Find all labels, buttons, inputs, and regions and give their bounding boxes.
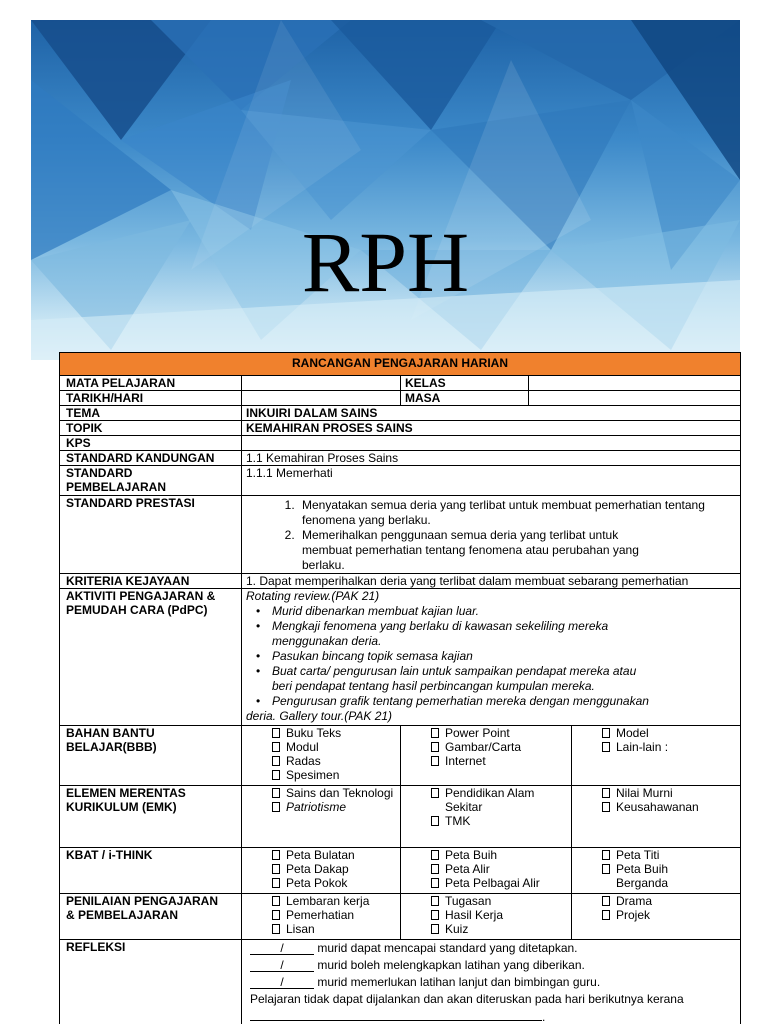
label-line: KURIKULUM (EMK): [66, 800, 177, 814]
row-topik: [60, 421, 741, 436]
option-label: Pemerhatian: [286, 908, 355, 922]
label-refleksi: REFLEKSI: [60, 940, 242, 1024]
option-label: Lisan: [286, 922, 315, 936]
checkbox-icon[interactable]: [272, 788, 280, 798]
checkbox-option[interactable]: [576, 908, 736, 922]
label-line: PEMBELAJARAN: [66, 480, 167, 494]
checkbox-option[interactable]: [246, 908, 396, 922]
checkbox-icon[interactable]: [272, 728, 280, 738]
label-line: AKTIVITI PENGAJARAN &: [66, 589, 216, 603]
option-label: Spesimen: [286, 768, 340, 782]
penilaian-col-3: [572, 894, 741, 940]
checkbox-icon[interactable]: [431, 742, 439, 752]
checkbox-option[interactable]: [576, 740, 736, 754]
row-emk: [60, 786, 741, 848]
checkbox-icon[interactable]: [602, 864, 610, 874]
table-title: RANCANGAN PENGAJARAN HARIAN: [60, 353, 741, 376]
value-standard-kandungan: 1.1 Kemahiran Proses Sains: [242, 451, 741, 466]
refleksi-blank[interactable]: /: [250, 959, 314, 972]
cover-title: RPH: [301, 214, 470, 310]
checkbox-icon[interactable]: [272, 896, 280, 906]
row-standard-pembelajaran: [60, 466, 741, 496]
checkbox-icon[interactable]: [431, 788, 439, 798]
checkbox-option[interactable]: [246, 862, 396, 876]
label-line: PEMUDAH CARA (PdPC): [66, 603, 208, 617]
option-label: Peta Pelbagai Alir: [445, 876, 540, 890]
value-kps[interactable]: [242, 436, 741, 451]
checkbox-option[interactable]: [405, 894, 567, 908]
checkbox-option[interactable]: [246, 876, 396, 890]
option-label: Radas: [286, 754, 321, 768]
kbat-col-3: [572, 848, 741, 894]
checkbox-option[interactable]: [576, 862, 736, 876]
label-aktiviti: [60, 589, 242, 726]
bbb-col-2: [401, 726, 572, 786]
emk-col-2: [401, 786, 572, 848]
checkbox-icon[interactable]: [272, 878, 280, 888]
row-tema: [60, 406, 741, 421]
checkbox-icon[interactable]: [272, 756, 280, 766]
checkbox-option[interactable]: [405, 786, 567, 800]
checkbox-icon[interactable]: [272, 770, 280, 780]
label-kriteria: KRITERIA KEJAYAAN: [60, 574, 242, 589]
checkbox-icon[interactable]: [272, 742, 280, 752]
label-tema: TEMA: [60, 406, 242, 421]
option-label: Power Point: [445, 726, 510, 740]
option-label: Pendidikan Alam: [445, 786, 535, 800]
checkbox-icon[interactable]: [602, 896, 610, 906]
checkbox-option[interactable]: [405, 922, 567, 936]
checkbox-option[interactable]: [246, 740, 396, 754]
option-label: Gambar/Carta: [445, 740, 522, 754]
value-tarikh[interactable]: [242, 391, 401, 406]
checkbox-option[interactable]: [405, 848, 567, 862]
checkbox-icon[interactable]: [431, 728, 439, 738]
aktiviti-bullet-cont: menggunakan deria.: [272, 634, 382, 648]
option-label: Tugasan: [445, 894, 492, 908]
option-label: Projek: [616, 908, 651, 922]
option-label: Patriotisme: [286, 800, 347, 814]
option-label-cont: Sekitar: [445, 800, 483, 814]
checkbox-icon[interactable]: [431, 756, 439, 766]
checkbox-option[interactable]: [246, 848, 396, 862]
prestasi-list: [298, 498, 736, 573]
checkbox-option[interactable]: [405, 740, 567, 754]
checkbox-icon[interactable]: [602, 728, 610, 738]
refleksi-text: murid memerlukan latihan lanjut dan bimbingan guru.: [317, 975, 601, 989]
option-label: Peta Buih: [445, 848, 498, 862]
checkbox-icon[interactable]: [602, 802, 610, 812]
checkbox-option[interactable]: [246, 768, 396, 782]
value-topik: KEMAHIRAN PROSES SAINS: [242, 421, 741, 436]
aktiviti-intro: Rotating review.(PAK 21): [246, 589, 380, 603]
label-emk: [60, 786, 242, 848]
refleksi-text: .: [542, 1010, 546, 1024]
checkbox-option[interactable]: [405, 754, 567, 768]
row-tarikh: [60, 391, 741, 406]
option-label: Peta Titi: [616, 848, 660, 862]
option-label: Drama: [616, 894, 653, 908]
label-line: BAHAN BANTU: [66, 726, 155, 740]
value-standard-pembelajaran: 1.1.1 Memerhati: [242, 466, 741, 496]
option-label: Nilai Murni: [616, 786, 673, 800]
rph-table: [59, 352, 741, 1024]
aktiviti-bullet: • Pengurusan grafik tentang pemerhatian mereka dengan menggunakan: [246, 694, 736, 709]
bbb-col-3: [572, 726, 741, 786]
checkbox-option[interactable]: [576, 726, 736, 740]
checkbox-option[interactable]: [246, 754, 396, 768]
row-bbb: [60, 726, 741, 786]
option-label-cont: Berganda: [616, 876, 669, 890]
row-standard-prestasi: [60, 496, 741, 574]
option-label: Keusahawanan: [616, 800, 699, 814]
checkbox-option[interactable]: [246, 800, 396, 814]
row-penilaian: [60, 894, 741, 940]
aktiviti-bullet: • Mengkaji fenomena yang berlaku di kawasan sekeliling mereka: [246, 619, 736, 634]
label-standard-pembelajaran: [60, 466, 242, 496]
checkbox-icon[interactable]: [602, 910, 610, 920]
checkbox-icon[interactable]: [272, 864, 280, 874]
checkbox-option[interactable]: [405, 862, 567, 876]
value-mata-pelajaran[interactable]: [242, 376, 401, 391]
option-label: Peta Alir: [445, 862, 490, 876]
aktiviti-bullet-cont: beri pendapat tentang hasil perbincangan kumpulan mereka.: [272, 679, 595, 693]
checkbox-icon[interactable]: [431, 924, 439, 934]
table-header-row: [60, 353, 741, 376]
label-topik: TOPIK: [60, 421, 242, 436]
emk-col-3: [572, 786, 741, 848]
value-kriteria: 1. Dapat memperihalkan deria yang terlibat dalam membuat sebarang pemerhatian: [242, 574, 741, 589]
cover-banner: [31, 20, 740, 360]
option-label: Kuiz: [445, 922, 469, 936]
checkbox-icon[interactable]: [602, 850, 610, 860]
label-bbb: [60, 726, 242, 786]
aktiviti-bullet: • Pasukan bincang topik semasa kajian: [246, 649, 736, 664]
option-label: Peta Buih: [616, 862, 669, 876]
aktiviti-bullet: • Murid dibenarkan membuat kajian luar.: [246, 604, 736, 619]
refleksi-blank[interactable]: /: [250, 976, 314, 989]
option-label: TMK: [445, 814, 471, 828]
checkbox-icon[interactable]: [602, 788, 610, 798]
row-kps: [60, 436, 741, 451]
value-standard-prestasi: [242, 496, 741, 574]
value-masa[interactable]: [529, 391, 741, 406]
value-refleksi: [242, 940, 741, 1024]
checkbox-option[interactable]: [576, 800, 736, 814]
option-label: Model: [616, 726, 649, 740]
label-masa: MASA: [401, 391, 529, 406]
option-label: Sains dan Teknologi: [286, 786, 394, 800]
checkbox-option[interactable]: [246, 922, 396, 936]
option-label: Hasil Kerja: [445, 908, 504, 922]
checkbox-icon[interactable]: [272, 910, 280, 920]
checkbox-option[interactable]: [576, 786, 736, 800]
row-kbat: [60, 848, 741, 894]
label-mata-pelajaran: MATA PELAJARAN: [60, 376, 242, 391]
checkbox-option[interactable]: [405, 726, 567, 740]
refleksi-text: murid dapat mencapai standard yang ditetapkan.: [317, 941, 578, 955]
option-label: Internet: [445, 754, 486, 768]
checkbox-option[interactable]: [405, 814, 567, 828]
checkbox-option[interactable]: [246, 894, 396, 908]
refleksi-text: murid boleh melengkapkan latihan yang diberikan.: [317, 958, 585, 972]
option-label: Modul: [286, 740, 319, 754]
checkbox-icon[interactable]: [431, 878, 439, 888]
penilaian-col-2: [401, 894, 572, 940]
value-tema: INKUIRI DALAM SAINS: [242, 406, 741, 421]
checkbox-option[interactable]: [405, 908, 567, 922]
checkbox-option[interactable]: [246, 786, 396, 800]
label-line: & PEMBELAJARAN: [66, 908, 179, 922]
label-line: BELAJAR(BBB): [66, 740, 157, 754]
checkbox-icon[interactable]: [431, 896, 439, 906]
label-line: ELEMEN MERENTAS: [66, 786, 186, 800]
label-standard-kandungan: STANDARD KANDUNGAN: [60, 451, 242, 466]
option-label: Peta Dakap: [286, 862, 349, 876]
emk-col-1: [242, 786, 401, 848]
refleksi-blank[interactable]: /: [250, 942, 314, 955]
bbb-col-1: [242, 726, 401, 786]
checkbox-icon[interactable]: [431, 816, 439, 826]
refleksi-text: Pelajaran tidak dapat dijalankan dan akan diteruskan pada hari berikutnya kerana: [250, 992, 684, 1006]
label-kps: KPS: [60, 436, 242, 451]
label-kbat: KBAT / i-THINK: [60, 848, 242, 894]
label-tarikh: TARIKH/HARI: [60, 391, 242, 406]
checkbox-icon[interactable]: [272, 802, 280, 812]
checkbox-icon[interactable]: [602, 742, 610, 752]
row-refleksi: [60, 940, 741, 1024]
refleksi-line: [246, 974, 736, 991]
option-label: Lain-lain :: [616, 740, 669, 754]
aktiviti-bullet-cont: deria. Gallery tour.(PAK 21): [246, 709, 393, 723]
option-label: Buku Teks: [286, 726, 342, 740]
value-aktiviti: [242, 589, 741, 726]
checkbox-icon[interactable]: [431, 850, 439, 860]
row-kriteria: [60, 574, 741, 589]
row-standard-kandungan: [60, 451, 741, 466]
prestasi-item: 1. Menyatakan semua deria yang terlibat untuk membuat pemerhatian tentang fenomena yang berlaku.: [298, 498, 736, 528]
checkbox-option[interactable]: [246, 726, 396, 740]
kbat-col-1: [242, 848, 401, 894]
option-label: Peta Bulatan: [286, 848, 355, 862]
checkbox-option[interactable]: [405, 876, 567, 890]
refleksi-line: [246, 1008, 736, 1024]
label-kelas: KELAS: [401, 376, 529, 391]
checkbox-icon[interactable]: [431, 864, 439, 874]
label-line: STANDARD: [66, 466, 133, 480]
aktiviti-bullet: • Buat carta/ pengurusan lain untuk sampaikan pendapat mereka atau: [246, 664, 736, 679]
checkbox-option[interactable]: [576, 848, 736, 862]
label-line: PENILAIAN PENGAJARAN: [66, 894, 219, 908]
penilaian-col-1: [242, 894, 401, 940]
refleksi-line: [246, 957, 736, 974]
checkbox-icon[interactable]: [431, 910, 439, 920]
label-standard-prestasi: STANDARD PRESTASI: [60, 496, 242, 574]
row-mata-pelajaran: [60, 376, 741, 391]
prestasi-item: 2. Memerihalkan penggunaan semua deria yang terlibat untuk membuat pemerhatian tentang fenomena atau perubahan yang berlaku.: [298, 528, 736, 573]
label-penilaian: [60, 894, 242, 940]
value-kelas[interactable]: [529, 376, 741, 391]
checkbox-icon[interactable]: [272, 850, 280, 860]
refleksi-reason-blank[interactable]: [250, 1008, 542, 1021]
checkbox-icon[interactable]: [272, 924, 280, 934]
checkbox-option[interactable]: [576, 894, 736, 908]
kbat-col-2: [401, 848, 572, 894]
row-aktiviti: [60, 589, 741, 726]
option-label: Peta Pokok: [286, 876, 348, 890]
option-label: Lembaran kerja: [286, 894, 370, 908]
refleksi-line: [246, 940, 736, 957]
